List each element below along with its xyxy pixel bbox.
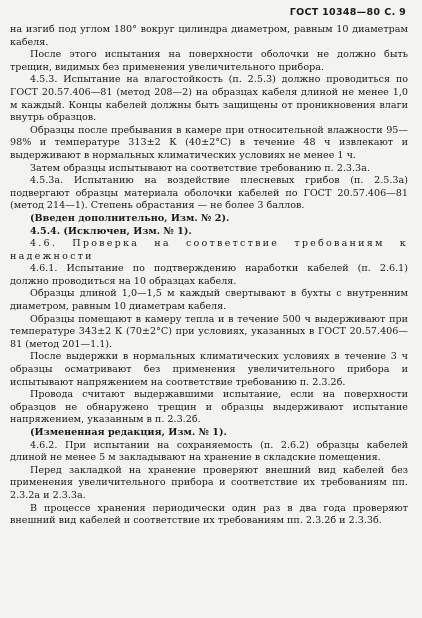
- paragraph: Образцы помещают в камеру тепла и в течение 500 ч выдерживают при температуре 343±2 К (70±2°С) при условиях, указанных в ГОСТ 20.57.406—81 (метод 201—1.1).: [10, 313, 408, 350]
- paragraph: на изгиб под углом 180° вокруг цилиндра диаметром, равным 10 диаметрам кабеля.: [10, 24, 408, 48]
- paragraph: 4.5.3. Испытание на влагостойкость (п. 2.5.3) должно проводиться по ГОСТ 20.57.406—81 (метод 208—2) на образцах кабеля длиной не менее 1,0 м каждый. Концы кабелей должны быть защищены от проникновения влаги внутрь образцов.: [10, 74, 408, 124]
- paragraph: Затем образцы испытывают на соответствие требованию п. 2.3.3а.: [30, 162, 370, 174]
- paragraph: Провода считают выдержавшими испытание, если на поверхности образцов не обнаружено трещин и образцы выдерживают испытание напряжением, указанным в п. 2.3.2б.: [10, 389, 408, 426]
- paragraph: После этого испытания на поверхности оболочки не должно быть трещин, видимых без применения увеличительного прибора.: [10, 49, 408, 73]
- paragraph: Перед закладкой на хранение проверяют внешний вид кабелей без применения увеличительного прибора и соответствие их требованиям пп. 2.3.2а и 2.3.3а.: [10, 464, 408, 501]
- paragraph: 4.5.3а. Испытанию на воздействие плесневых грибов (п. 2.5.3а) подвергают образцы материала оболочки кабелей по ГОСТ 20.57.406—81 (метод 214—1). Степень обрастания — не более 3 баллов.: [10, 175, 408, 212]
- amendment-note: 4.5.4. (Исключен, Изм. № 1).: [30, 225, 192, 237]
- section-heading: 4.6. Проверка на соответствие требованиям к надежности: [10, 238, 408, 262]
- paragraph: В процессе хранения периодически один раз в два года проверяют внешний вид кабелей и соответствие их требованиям пп. 2.3.2б и 2.3.3б.: [10, 502, 408, 527]
- amendment-note: (Введен дополнительно, Изм. № 2).: [30, 212, 230, 224]
- paragraph: 4.6.2. При испытании на сохраняемость (п. 2.6.2) образцы кабелей длиной не менее 5 м закладывают на хранение в складские помещения.: [10, 439, 408, 464]
- page-header: [10, 7, 408, 18]
- paragraph: После выдержки в нормальных климатических условиях в течение 3 ч образцы осматривают без применения увеличительного прибора и испытывают напряжением на соответствие требованию п. 2.3.2б.: [10, 351, 408, 388]
- standard-number: ГОСТ 10348—80: [289, 7, 381, 18]
- page-number: С. 9: [384, 7, 406, 18]
- paragraph: 4.6.1. Испытание по подтверждению наработки кабелей (п. 2.6.1) должно проводиться на 10 образцах кабеля.: [10, 263, 408, 287]
- paragraph: Образцы после пребывания в камере при относительной влажности 95—98% и температуре 313±2 К (40±2°С) в течение 48 ч извлекают и выдерживают в нормальных климатических условиях не менее 1 ч.: [10, 124, 408, 161]
- document-body: [10, 24, 408, 528]
- paragraph: Образцы длиной 1,0—1,5 м каждый свертывают в бухты с внутренним диаметром, равным 10 диаметрам кабеля.: [10, 288, 408, 313]
- amendment-note: (Измененная редакция, Изм. № 1).: [30, 427, 227, 438]
